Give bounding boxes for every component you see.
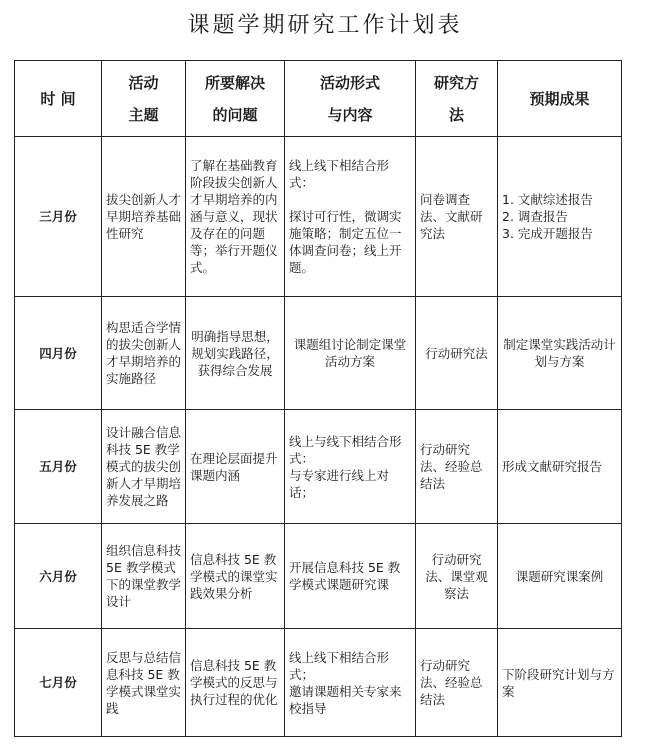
cell-result: 1. 文献综述报告 2. 调查报告 3. 完成开题报告 [498,137,622,297]
table-row [15,410,622,524]
cell-problem: 信息科技 5E 教学模式的反思与执行过程的优化 [186,629,285,737]
header-form: 活动形式 与内容 [285,61,416,137]
cell-result: 制定课堂实践活动计划与方案 [498,297,622,410]
cell-topic: 设计融合信息科技 5E 教学模式的拔尖创新人才早期培养发展之路 [102,410,186,524]
cell-problem: 明确指导思想，规划实践路径，获得综合发展 [186,297,285,410]
header-topic: 活动 主题 [102,61,186,137]
cell-form: 线上与线下相结合形式： 与专家进行线上对话； [285,410,416,524]
header-method: 研究方 法 [416,61,498,137]
table-header-row [15,61,622,137]
cell-form: 课题组讨论制定课堂活动方案 [285,297,416,410]
table-row [15,137,622,297]
cell-topic: 组织信息科技 5E 教学模式下的课堂教学设计 [102,524,186,629]
cell-time: 三月份 [15,137,102,297]
cell-form: 线上线下相结合形式； 邀请课题相关专家来校指导 [285,629,416,737]
table-row [15,629,622,737]
table-row [15,297,622,410]
cell-result: 课题研究课案例 [498,524,622,629]
header-time: 时 间 [15,61,102,137]
cell-result: 形成文献研究报告 [498,410,622,524]
cell-method: 行动研究法 [416,297,498,410]
cell-result: 下阶段研究计划与方案 [498,629,622,737]
cell-form: 开展信息科技 5E 教学模式课题研究课 [285,524,416,629]
cell-topic: 反思与总结信息科技 5E 教学模式课堂实践 [102,629,186,737]
cell-method: 问卷调查法、文献研究法 [416,137,498,297]
page-title: 课题学期研究工作计划表 [187,13,463,38]
cell-time: 七月份 [15,629,102,737]
header-problem: 所要解决 的问题 [186,61,285,137]
cell-form: 线上线下相结合形式： 探讨可行性，微调实施策略；制定五位一体调查问卷；线上开题。 [285,137,416,297]
cell-problem: 了解在基础教育阶段拔尖创新人才早期培养的内涵与意义，现状及存在的问题等；举行开题仪式。 [186,137,285,297]
cell-problem: 信息科技 5E 教学模式的课堂实践效果分析 [186,524,285,629]
table-row [15,524,622,629]
cell-method: 行动研究法、经验总结法 [416,410,498,524]
cell-method: 行动研究法、经验总结法 [416,629,498,737]
plan-table [14,60,622,737]
cell-problem: 在理论层面提升课题内涵 [186,410,285,524]
cell-topic: 拔尖创新人才早期培养基础性研究 [102,137,186,297]
cell-method: 行动研究法、课堂观察法 [416,524,498,629]
cell-topic: 构思适合学情的拔尖创新人才早期培养的实施路径 [102,297,186,410]
header-result: 预期成果 [498,61,622,137]
cell-time: 六月份 [15,524,102,629]
cell-time: 五月份 [15,410,102,524]
cell-time: 四月份 [15,297,102,410]
